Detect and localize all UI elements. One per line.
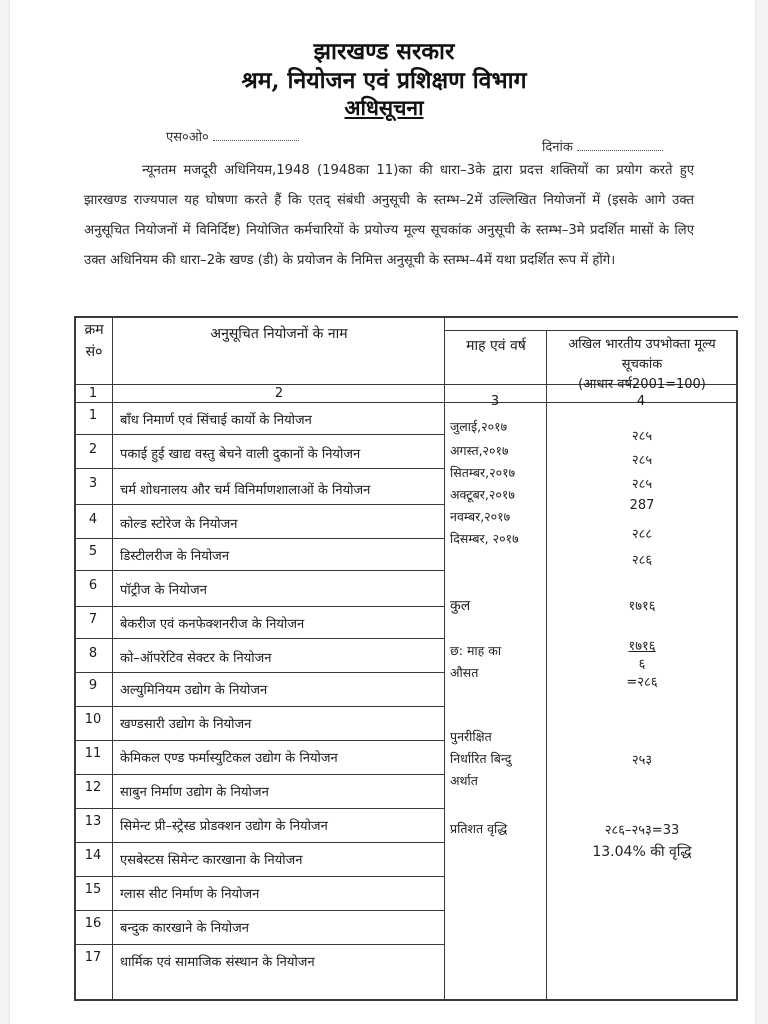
row-line: [74, 606, 444, 607]
row-employment-name: केमिकल एण्ड फर्मास्युटिकल उद्योग के नियोजन: [120, 751, 338, 766]
col-number-3: 3: [490, 394, 500, 409]
row-serial: 10: [84, 712, 102, 727]
col-number-2: 2: [274, 386, 284, 401]
index-cell: २८५: [631, 429, 653, 444]
row-employment-name: को–ऑपरेटिव सेक्टर के नियोजन: [120, 651, 272, 666]
row-line: [74, 774, 444, 775]
row-employment-name: डिस्टीलरीज के नियोजन: [120, 549, 230, 564]
row-line: [74, 876, 444, 877]
table-right-border: [736, 330, 738, 1000]
row-serial: 7: [88, 612, 98, 627]
month-cell: अगस्त,२०१७: [450, 443, 509, 458]
row-employment-name: बन्दुक कारखाने के नियोजन: [120, 921, 249, 936]
total-value: १७१६: [628, 599, 656, 614]
table-left-border: [74, 316, 76, 1000]
row-serial: 14: [84, 848, 102, 863]
percent-increase-label: प्रतिशत वृद्धि: [450, 821, 508, 836]
col-divider-2: [444, 316, 445, 1000]
paragraph-text: न्यूनतम मजदूरी अधिनियम,1948 (1948का 11)का की धारा–3के द्वारा प्रदत्त शक्तियों का प्रयोग करते हुए झारखण्ड राज्यपाल यह घोषणा करते हैं कि एतद् संबंधी अनुसूची के स्तम्भ–2में उल्लिखित नियोजनों में (इसके आगे उक्त अनुसूचित नियोजनों में विनिर्दिष्ट) नियोजित कर्मचारियों के प्रयोज्य मूल्य सूचकांक अनुसूची के स्तम्भ–3मे प्रदर्शित मासों के लिए उक्त अधिनियम की धारा–2के खण्ड (डी) के प्रयोजन के निमित्त अनुसूची के स्तम्भ–4में यथा प्रदर्शित रूप में होंगे।: [84, 163, 694, 268]
date-blank: [577, 140, 663, 151]
row-line: [74, 434, 444, 435]
col-number-1: 1: [88, 386, 98, 401]
row-serial: 8: [88, 646, 98, 661]
row-employment-name: अल्युमिनियम उद्योग के नियोजन: [120, 683, 268, 698]
header-cpi-line1: अखिल भारतीय उपभोक्ता मूल्य: [568, 337, 716, 352]
row-line: [74, 638, 444, 639]
table-bottom-border: [74, 999, 738, 1001]
row-serial: 9: [88, 678, 98, 693]
row-employment-name: कोल्ड स्टोरेज के नियोजन: [120, 517, 238, 532]
row-employment-name: एसबेस्टस सिमेन्ट कारखाना के नियोजन: [120, 853, 303, 868]
row-serial: 13: [84, 814, 102, 829]
row-employment-name: बाँध निमार्ण एवं सिंचाई कार्यो के नियोजन: [120, 413, 312, 428]
reference-number: [166, 127, 299, 145]
row-employment-name: सिमेन्ट प्री–स्ट्रेस्ड प्रोडक्शन उद्योग के नियोजन: [120, 819, 328, 834]
month-cell: सितम्बर,२०१७: [450, 465, 516, 480]
row-line: [74, 468, 444, 469]
col34-top: [444, 330, 738, 331]
row-serial: 11: [84, 746, 102, 761]
reference-label: एस०ओ०: [166, 130, 209, 145]
department-title: श्रम, नियोजन एवं प्रशिक्षण विभाग: [241, 67, 527, 94]
col-divider-3: [546, 330, 547, 1000]
government-title: झारखण्ड सरकार: [313, 38, 455, 65]
fixed-point-label-line2: निर्धारित बिन्दु: [450, 751, 512, 766]
header-employment-name: अनुसूचित नियोजनों के नाम: [210, 326, 348, 342]
fixed-point-label-line3: अर्थात: [450, 773, 478, 788]
average-label-line1: छ: माह का: [450, 643, 502, 658]
schedule-table: [74, 316, 738, 1000]
row-employment-name: साबुन निर्माण उद्योग के नियोजन: [120, 785, 269, 800]
row-serial: 2: [88, 442, 98, 457]
date-label: दिनांक: [542, 140, 573, 155]
row-employment-name: ग्लास सीट निर्माण के नियोजन: [120, 887, 260, 902]
row-serial: 5: [88, 544, 98, 559]
row-serial: 3: [88, 476, 98, 491]
notification-paragraph: [84, 156, 694, 276]
row-employment-name: पकाई हुई खाद्य वस्तु बेचने वाली दुकानों के नियोजन: [120, 447, 361, 462]
month-cell: अक्टूबर,२०१७: [450, 487, 515, 502]
row-serial: 17: [84, 950, 102, 965]
fixed-point-value: २५३: [631, 753, 653, 768]
row-line: [74, 910, 444, 911]
row-line: [74, 538, 444, 539]
row-employment-name: पॉट्रीज के नियोजन: [120, 583, 207, 598]
fixed-point-label-line1: पुनरीक्षित: [450, 729, 492, 744]
row-line: [74, 740, 444, 741]
row-serial: 6: [88, 578, 98, 593]
header-cpi-base: (आधार वर्ष2001=100): [578, 377, 706, 392]
row-serial: 16: [84, 916, 102, 931]
month-cell: नवम्बर,२०१७: [450, 509, 511, 524]
row-line: [74, 504, 444, 505]
average-numerator: १७१६: [628, 639, 656, 654]
index-cell: २८६: [631, 553, 653, 568]
index-cell: २८५: [631, 453, 653, 468]
row-serial: 12: [84, 780, 102, 795]
row-line: [74, 808, 444, 809]
reference-blank: [213, 130, 299, 141]
row-line: [74, 706, 444, 707]
row-line: [74, 842, 444, 843]
month-cell: जुलाई,२०१७: [450, 419, 508, 434]
total-label: कुल: [450, 598, 471, 614]
average-label-line2: औसत: [450, 665, 479, 680]
row-serial: 1: [88, 408, 98, 423]
row-serial: 4: [88, 512, 98, 527]
average-denominator: ६: [638, 657, 646, 672]
month-cell: दिसम्बर, २०१७: [450, 531, 519, 546]
row-employment-name: खण्डसारी उद्योग के नियोजन: [120, 717, 252, 732]
index-cell: २८८: [631, 527, 653, 542]
percent-increase-result: 13.04% की वृद्धि: [592, 844, 692, 860]
col-number-4: 4: [636, 394, 646, 409]
row-line: [74, 672, 444, 673]
index-cell: २८५: [631, 477, 653, 492]
notification-title: अधिसूचना: [344, 95, 424, 120]
row-line: [74, 570, 444, 571]
notification-date: [542, 137, 663, 155]
row-serial: 15: [84, 882, 102, 897]
table-top-border: [74, 316, 738, 318]
header-month-year: माह एवं वर्ष: [466, 338, 526, 354]
row-employment-name: बेकरीज एवं कनफेक्शनरीज के नियोजन: [120, 617, 305, 632]
row-employment-name: धार्मिक एवं सामाजिक संस्थान के नियोजन: [120, 955, 315, 970]
percent-increase-calc: २८६–२५३=33: [604, 823, 680, 838]
header-serial-line1: क्रम: [84, 322, 104, 338]
header-cpi-line2: सूचकांक: [621, 357, 663, 372]
average-result: =२८६: [626, 675, 658, 690]
row-employment-name: चर्म शोधनालय और चर्म विनिर्माणशालाओं के नियोजन: [120, 483, 371, 498]
header-serial-line2: सं०: [85, 344, 103, 360]
index-cell: 287: [629, 498, 655, 513]
col-divider-1: [112, 316, 113, 1000]
row-line: [74, 944, 444, 945]
